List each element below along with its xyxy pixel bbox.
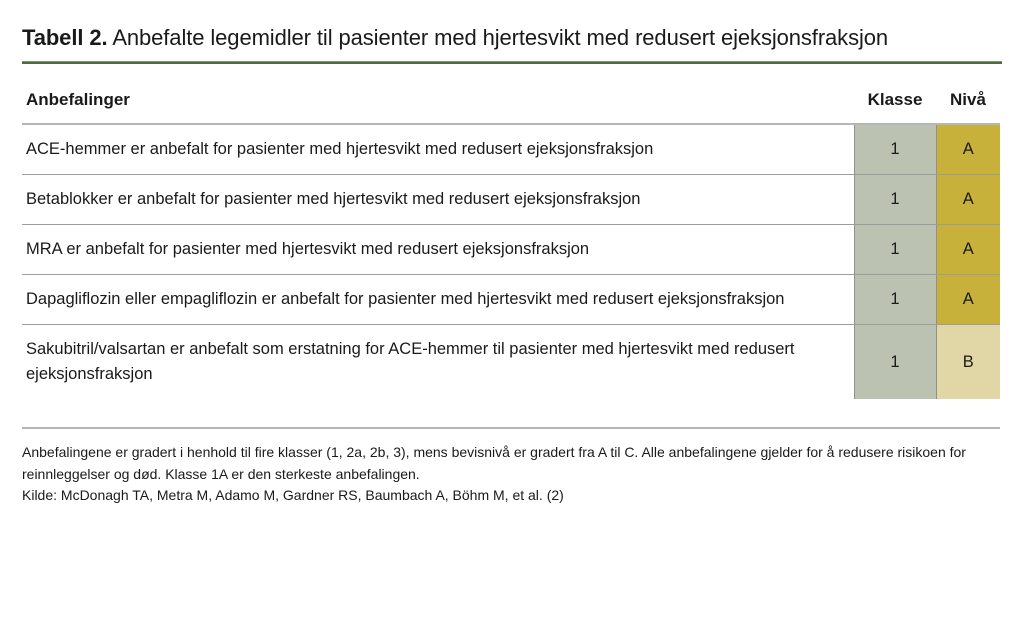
page-title — [22, 24, 1002, 52]
table-container — [22, 64, 1002, 399]
cell-level: A — [936, 175, 1000, 225]
cell-recommendation: Sakubitril/valsartan er anbefalt som erstatning for ACE-hemmer til pasienter med hjertesvikt med redusert ejeksjonsfraksjon — [22, 325, 854, 400]
footnote-text: Anbefalingene er gradert i henhold til fire klasser (1, 2a, 2b, 3), mens bevisnivå er gradert fra A til C. Alle anbefalingene gjelder for å redusere risikoen for reinnleggelser og død. Klasse 1A er den sterkeste anbefalingen. — [22, 444, 966, 482]
table-row — [22, 124, 1000, 175]
table-head — [22, 64, 1000, 124]
column-header-class: Klasse — [854, 64, 936, 124]
table-caption-text: Anbefalte legemidler til pasienter med hjertesvikt med redusert ejeksjonsfraksjon — [112, 25, 889, 50]
table-body — [22, 124, 1000, 399]
recommendations-table — [22, 64, 1000, 399]
cell-recommendation: Dapagliflozin eller empagliflozin er anbefalt for pasienter med hjertesvikt med redusert ejeksjonsfraksjon — [22, 275, 854, 325]
table-row — [22, 325, 1000, 400]
table-row — [22, 275, 1000, 325]
cell-level: B — [936, 325, 1000, 400]
footnote-block — [22, 429, 982, 507]
table-header-row — [22, 64, 1000, 124]
column-header-recommendations: Anbefalinger — [22, 64, 854, 124]
table-number-label: Tabell 2. — [22, 25, 108, 50]
cell-recommendation: ACE-hemmer er anbefalt for pasienter med hjertesvikt med redusert ejeksjonsfraksjon — [22, 124, 854, 175]
cell-class: 1 — [854, 175, 936, 225]
table-row — [22, 175, 1000, 225]
cell-level: A — [936, 124, 1000, 175]
figure-title-block — [22, 0, 1002, 61]
cell-recommendation: Betablokker er anbefalt for pasienter med hjertesvikt med redusert ejeksjonsfraksjon — [22, 175, 854, 225]
cell-class: 1 — [854, 325, 936, 400]
cell-class: 1 — [854, 275, 936, 325]
cell-class: 1 — [854, 124, 936, 175]
cell-class: 1 — [854, 225, 936, 275]
cell-level: A — [936, 225, 1000, 275]
column-header-level: Nivå — [936, 64, 1000, 124]
footnote-source: Kilde: McDonagh TA, Metra M, Adamo M, Gardner RS, Baumbach A, Böhm M, et al. (2) — [22, 487, 564, 503]
table-row — [22, 225, 1000, 275]
cell-level: A — [936, 275, 1000, 325]
cell-recommendation: MRA er anbefalt for pasienter med hjertesvikt med redusert ejeksjonsfraksjon — [22, 225, 854, 275]
